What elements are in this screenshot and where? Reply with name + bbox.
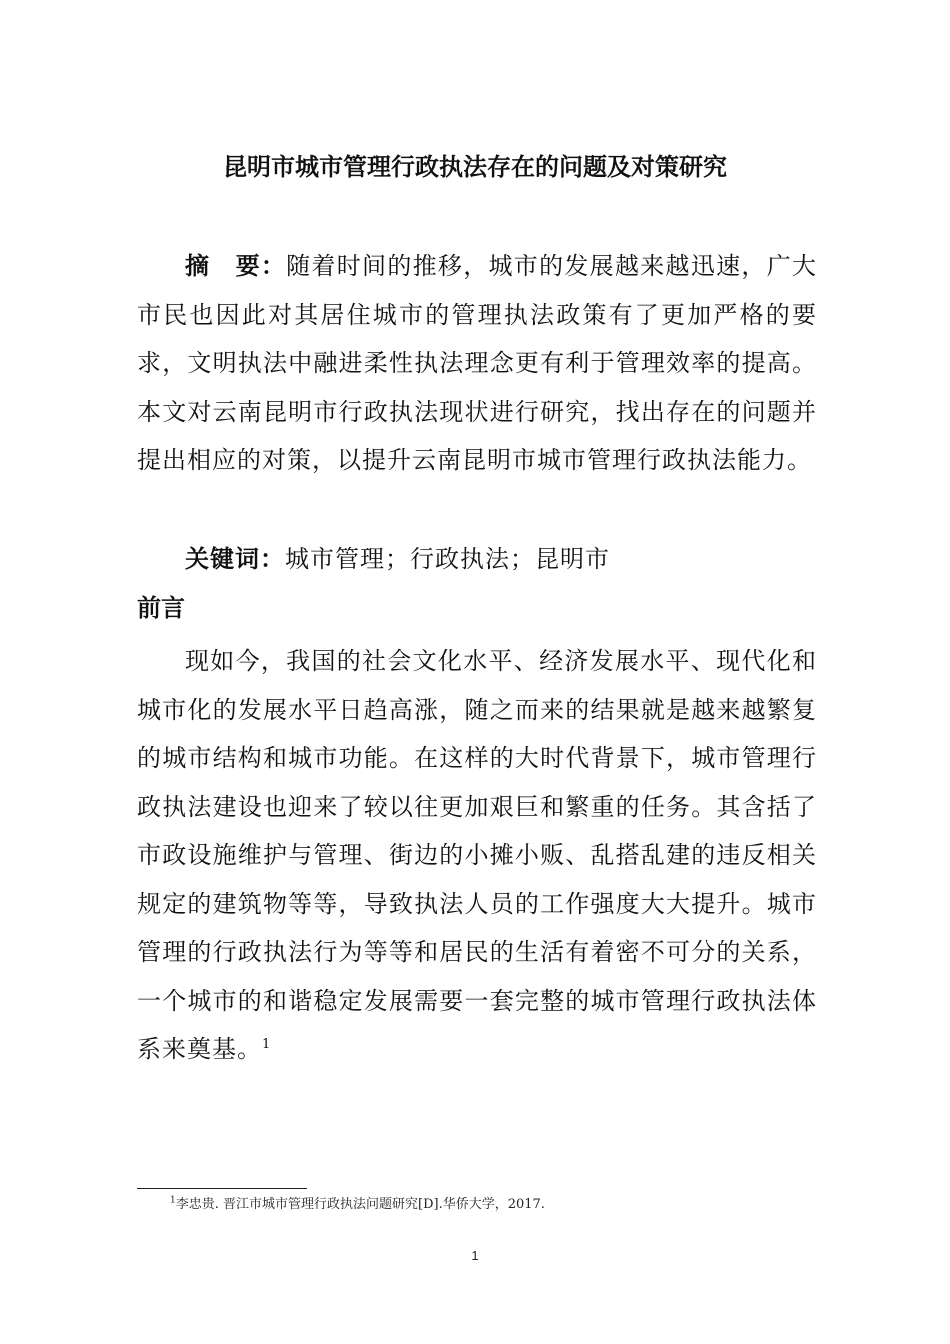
footnote-text: 李忠贵. 晋江市城市管理行政执法问题研究[D].华侨大学，2017. [175,1197,545,1212]
page-number: 1 [471,1248,479,1263]
preface-paragraph [137,637,817,1074]
abstract-paragraph [137,242,817,485]
footnote-separator [137,1188,307,1189]
abstract-text: 随着时间的推移，城市的发展越来越迅速，广大市民也因此对其居住城市的管理执法政策有了更加严格的要求，文明执法中融进柔性执法理念更有利于管理效率的提高。本文对云南昆明市行政执法现状进行研究，找出存在的问题并提出相应的对策，以提升云南昆明市城市管理行政执法能力。 [137,252,818,474]
footnote-reference[interactable]: 1 [262,1037,272,1052]
preface-heading: 前言 [137,593,185,622]
document-title: 昆明市城市管理行政执法存在的问题及对策研究 [223,152,727,181]
keywords-text: 城市管理；行政执法；昆明市 [285,545,610,573]
keywords-label: 关键词： [185,544,285,573]
keywords-paragraph [137,535,817,584]
preface-text: 现如今，我国的社会文化水平、经济发展水平、现代化和城市化的发展水平日趋高涨，随之而来的结果就是越来越繁复的城市结构和城市功能。在这样的大时代背景下，城市管理行政执法建设也迎来了较以往更加艰巨和繁重的任务。其含括了市政设施维护与管理、街边的小摊小贩、乱搭乱建的违反相关规定的建筑物等等，导致执法人员的工作强度大大提升。城市管理的行政执法行为等等和居民的生活有着密不可分的关系，一个城市的和谐稳定发展需要一套完整的城市管理行政执法体系来奠基。 [137,647,817,1063]
footnote [170,1193,545,1212]
footnote-mark: 1 [170,1195,176,1206]
abstract-label: 摘 要： [185,251,287,280]
